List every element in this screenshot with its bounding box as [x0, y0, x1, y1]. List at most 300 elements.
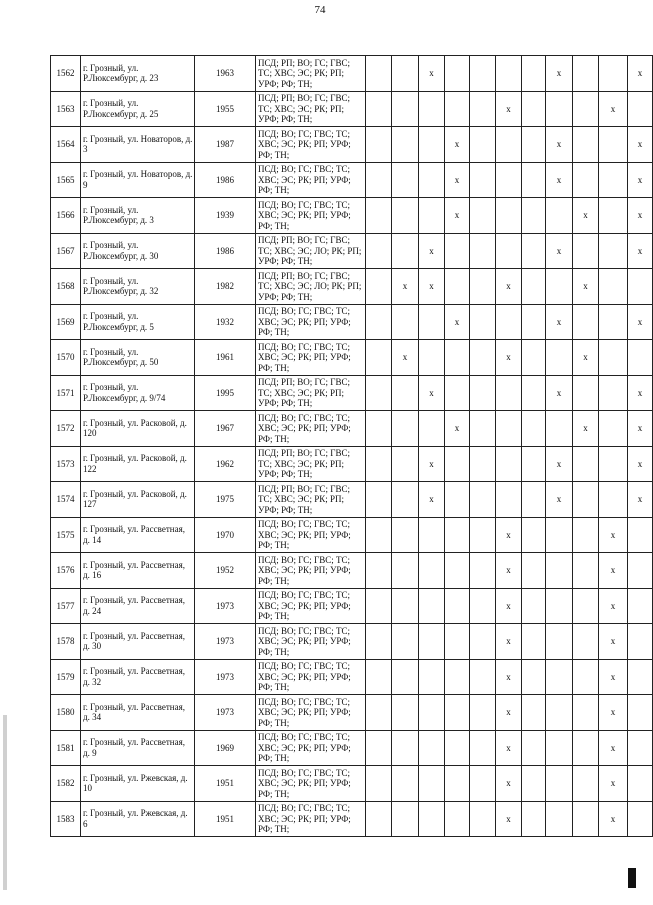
row-number-cell: 1580 [51, 695, 81, 731]
mark-cell [522, 659, 546, 695]
mark-cell: x [445, 198, 470, 234]
mark-cell [546, 269, 573, 305]
scan-edge-mark [3, 715, 7, 890]
mark-cell [366, 588, 392, 624]
mark-cell [392, 695, 419, 731]
mark-cell [599, 56, 628, 92]
mark-cell [470, 411, 496, 447]
works-list-cell: ПСД; ВО; ГС; ГВС; ТС; ХВС; ЭС; РК; РП; УРФ; РФ; ТН; [256, 198, 366, 234]
mark-cell: x [419, 482, 445, 518]
mark-cell [496, 198, 522, 234]
table-row [51, 411, 653, 447]
mark-cell: x [628, 411, 653, 447]
mark-cell [366, 553, 392, 589]
mark-cell [599, 233, 628, 269]
mark-cell [496, 56, 522, 92]
mark-cell [366, 269, 392, 305]
mark-cell: x [573, 198, 599, 234]
mark-cell [470, 766, 496, 802]
mark-cell [445, 766, 470, 802]
mark-cell: x [496, 340, 522, 376]
mark-cell [573, 127, 599, 163]
mark-cell [573, 588, 599, 624]
address-cell: г. Грозный, ул. Рассветная, д. 16 [81, 553, 195, 589]
mark-cell [366, 624, 392, 660]
row-number-cell: 1575 [51, 517, 81, 553]
mark-cell [522, 340, 546, 376]
mark-cell: x [496, 624, 522, 660]
mark-cell [392, 801, 419, 837]
mark-cell: x [628, 482, 653, 518]
mark-cell: x [628, 304, 653, 340]
address-cell: г. Грозный, ул. Р.Люксембург, д. 23 [81, 56, 195, 92]
table-row [51, 588, 653, 624]
mark-cell [470, 340, 496, 376]
address-cell: г. Грозный, ул. Рассветная, д. 30 [81, 624, 195, 660]
mark-cell: x [419, 233, 445, 269]
mark-cell: x [546, 233, 573, 269]
mark-cell [445, 730, 470, 766]
mark-cell [522, 269, 546, 305]
mark-cell [419, 588, 445, 624]
mark-cell: x [628, 233, 653, 269]
mark-cell [470, 659, 496, 695]
mark-cell [546, 198, 573, 234]
works-list-cell: ПСД; ВО; ГС; ГВС; ТС; ХВС; ЭС; РК; РП; УРФ; РФ; ТН; [256, 624, 366, 660]
table-row [51, 730, 653, 766]
mark-cell: x [546, 304, 573, 340]
mark-cell [392, 233, 419, 269]
mark-cell [628, 553, 653, 589]
mark-cell: x [496, 695, 522, 731]
year-cell: 1967 [195, 411, 256, 447]
mark-cell [599, 198, 628, 234]
mark-cell [366, 695, 392, 731]
mark-cell [392, 375, 419, 411]
mark-cell [366, 198, 392, 234]
year-cell: 1973 [195, 659, 256, 695]
table-row [51, 269, 653, 305]
mark-cell [546, 766, 573, 802]
row-number-cell: 1582 [51, 766, 81, 802]
mark-cell [573, 446, 599, 482]
mark-cell [470, 482, 496, 518]
mark-cell: x [599, 730, 628, 766]
mark-cell [445, 269, 470, 305]
mark-cell [470, 233, 496, 269]
row-number-cell: 1562 [51, 56, 81, 92]
mark-cell [470, 198, 496, 234]
mark-cell [392, 517, 419, 553]
mark-cell [573, 91, 599, 127]
works-list-cell: ПСД; ВО; ГС; ГВС; ТС; ХВС; ЭС; РК; РП; УРФ; РФ; ТН; [256, 695, 366, 731]
mark-cell: x [546, 482, 573, 518]
mark-cell [392, 730, 419, 766]
mark-cell [366, 766, 392, 802]
mark-cell [392, 162, 419, 198]
mark-cell [419, 411, 445, 447]
year-cell: 1932 [195, 304, 256, 340]
mark-cell [628, 659, 653, 695]
mark-cell [628, 624, 653, 660]
address-cell: г. Грозный, ул. Рассветная, д. 14 [81, 517, 195, 553]
mark-cell [445, 553, 470, 589]
mark-cell [522, 91, 546, 127]
works-list-cell: ПСД; ВО; ГС; ГВС; ТС; ХВС; ЭС; РК; РП; УРФ; РФ; ТН; [256, 304, 366, 340]
table-row [51, 91, 653, 127]
mark-cell [419, 517, 445, 553]
mark-cell [419, 304, 445, 340]
address-cell: г. Грозный, ул. Р.Люксембург, д. 25 [81, 91, 195, 127]
mark-cell: x [546, 375, 573, 411]
address-cell: г. Грозный, ул. Р.Люксембург, д. 50 [81, 340, 195, 376]
mark-cell [546, 659, 573, 695]
mark-cell [419, 127, 445, 163]
mark-cell: x [599, 517, 628, 553]
mark-cell: x [445, 162, 470, 198]
scan-corner-mark [628, 868, 636, 888]
table-row [51, 233, 653, 269]
row-number-cell: 1573 [51, 446, 81, 482]
mark-cell [522, 482, 546, 518]
mark-cell [546, 340, 573, 376]
address-cell: г. Грозный, ул. Рассветная, д. 32 [81, 659, 195, 695]
works-list-cell: ПСД; ВО; ГС; ГВС; ТС; ХВС; ЭС; РК; РП; УРФ; РФ; ТН; [256, 588, 366, 624]
address-cell: г. Грозный, ул. Р.Люксембург, д. 3 [81, 198, 195, 234]
mark-cell: x [599, 766, 628, 802]
mark-cell [546, 624, 573, 660]
row-number-cell: 1574 [51, 482, 81, 518]
mark-cell [419, 91, 445, 127]
mark-cell [599, 304, 628, 340]
mark-cell [470, 517, 496, 553]
year-cell: 1973 [195, 695, 256, 731]
mark-cell: x [599, 624, 628, 660]
mark-cell [392, 482, 419, 518]
works-list-cell: ПСД; ВО; ГС; ГВС; ТС; ХВС; ЭС; РК; РП; УРФ; РФ; ТН; [256, 766, 366, 802]
mark-cell [392, 411, 419, 447]
address-cell: г. Грозный, ул. Рассветная, д. 24 [81, 588, 195, 624]
mark-cell: x [419, 269, 445, 305]
mark-cell [628, 695, 653, 731]
works-list-cell: ПСД; РП; ВО; ГС; ГВС; ТС; ХВС; ЭС; РК; РП; УРФ; РФ; ТН; [256, 91, 366, 127]
address-cell: г. Грозный, ул. Рассветная, д. 34 [81, 695, 195, 731]
mark-cell: x [599, 553, 628, 589]
mark-cell [419, 766, 445, 802]
mark-cell [573, 233, 599, 269]
mark-cell [445, 801, 470, 837]
mark-cell [522, 801, 546, 837]
mark-cell [628, 730, 653, 766]
works-list-cell: ПСД; ВО; ГС; ГВС; ТС; ХВС; ЭС; РК; РП; УРФ; РФ; ТН; [256, 801, 366, 837]
mark-cell [470, 162, 496, 198]
mark-cell [573, 56, 599, 92]
mark-cell: x [546, 162, 573, 198]
mark-cell [445, 659, 470, 695]
row-number-cell: 1579 [51, 659, 81, 695]
mark-cell [392, 624, 419, 660]
mark-cell [392, 446, 419, 482]
table-row [51, 162, 653, 198]
mark-cell [445, 695, 470, 731]
mark-cell [546, 801, 573, 837]
mark-cell [573, 801, 599, 837]
mark-cell: x [573, 411, 599, 447]
mark-cell [419, 730, 445, 766]
mark-cell [522, 56, 546, 92]
table-body [51, 56, 653, 837]
mark-cell: x [496, 517, 522, 553]
mark-cell [628, 766, 653, 802]
mark-cell [628, 517, 653, 553]
mark-cell [470, 56, 496, 92]
mark-cell [546, 411, 573, 447]
year-cell: 1982 [195, 269, 256, 305]
mark-cell [628, 588, 653, 624]
table-row [51, 553, 653, 589]
table-row [51, 659, 653, 695]
mark-cell: x [419, 446, 445, 482]
mark-cell: x [546, 127, 573, 163]
table-row [51, 375, 653, 411]
mark-cell [366, 127, 392, 163]
mark-cell [392, 588, 419, 624]
mark-cell [573, 766, 599, 802]
table-row [51, 304, 653, 340]
table-row [51, 482, 653, 518]
mark-cell [628, 340, 653, 376]
year-cell: 1986 [195, 233, 256, 269]
mark-cell: x [392, 269, 419, 305]
mark-cell: x [628, 446, 653, 482]
table-row [51, 801, 653, 837]
mark-cell [496, 411, 522, 447]
mark-cell: x [599, 91, 628, 127]
mark-cell: x [496, 588, 522, 624]
year-cell: 1970 [195, 517, 256, 553]
mark-cell [470, 695, 496, 731]
row-number-cell: 1581 [51, 730, 81, 766]
mark-cell [392, 56, 419, 92]
address-cell: г. Грозный, ул. Расковой, д. 127 [81, 482, 195, 518]
year-cell: 1973 [195, 588, 256, 624]
works-list-cell: ПСД; РП; ВО; ГС; ГВС; ТС; ХВС; ЭС; ЛО; РК; РП; УРФ; РФ; ТН; [256, 269, 366, 305]
mark-cell [366, 304, 392, 340]
mark-cell [445, 588, 470, 624]
mark-cell: x [546, 446, 573, 482]
year-cell: 1987 [195, 127, 256, 163]
mark-cell [470, 553, 496, 589]
mark-cell [522, 162, 546, 198]
works-list-cell: ПСД; ВО; ГС; ГВС; ТС; ХВС; ЭС; РК; РП; УРФ; РФ; ТН; [256, 127, 366, 163]
works-list-cell: ПСД; РП; ВО; ГС; ГВС; ТС; ХВС; ЭС; РК; РП; УРФ; РФ; ТН; [256, 56, 366, 92]
mark-cell: x [445, 304, 470, 340]
table-row [51, 766, 653, 802]
mark-cell [496, 127, 522, 163]
mark-cell: x [496, 553, 522, 589]
row-number-cell: 1565 [51, 162, 81, 198]
mark-cell [573, 553, 599, 589]
mark-cell: x [599, 659, 628, 695]
mark-cell [522, 411, 546, 447]
mark-cell [573, 517, 599, 553]
year-cell: 1986 [195, 162, 256, 198]
mark-cell [445, 91, 470, 127]
mark-cell [366, 446, 392, 482]
mark-cell [366, 233, 392, 269]
mark-cell [392, 553, 419, 589]
row-number-cell: 1572 [51, 411, 81, 447]
mark-cell [366, 517, 392, 553]
address-cell: г. Грозный, ул. Р.Люксембург, д. 32 [81, 269, 195, 305]
mark-cell [470, 446, 496, 482]
mark-cell [470, 304, 496, 340]
works-list-cell: ПСД; ВО; ГС; ГВС; ТС; ХВС; ЭС; РК; РП; УРФ; РФ; ТН; [256, 411, 366, 447]
mark-cell [546, 91, 573, 127]
mark-cell: x [392, 340, 419, 376]
works-list-cell: ПСД; ВО; ГС; ГВС; ТС; ХВС; ЭС; РК; РП; УРФ; РФ; ТН; [256, 553, 366, 589]
year-cell: 1952 [195, 553, 256, 589]
mark-cell: x [599, 695, 628, 731]
year-cell: 1961 [195, 340, 256, 376]
mark-cell [366, 730, 392, 766]
mark-cell: x [496, 801, 522, 837]
mark-cell [599, 446, 628, 482]
mark-cell [522, 730, 546, 766]
year-cell: 1955 [195, 91, 256, 127]
mark-cell [628, 801, 653, 837]
year-cell: 1962 [195, 446, 256, 482]
mark-cell [445, 56, 470, 92]
mark-cell [419, 801, 445, 837]
mark-cell: x [628, 375, 653, 411]
row-number-cell: 1567 [51, 233, 81, 269]
mark-cell: x [573, 269, 599, 305]
mark-cell [392, 198, 419, 234]
address-cell: г. Грозный, ул. Р.Люксембург, д. 5 [81, 304, 195, 340]
mark-cell [599, 482, 628, 518]
mark-cell [445, 446, 470, 482]
mark-cell [522, 624, 546, 660]
mark-cell [470, 801, 496, 837]
mark-cell [419, 695, 445, 731]
mark-cell [573, 162, 599, 198]
address-cell: г. Грозный, ул. Ржевская, д. 6 [81, 801, 195, 837]
works-list-cell: ПСД; ВО; ГС; ГВС; ТС; ХВС; ЭС; РК; РП; УРФ; РФ; ТН; [256, 340, 366, 376]
mark-cell [522, 375, 546, 411]
mark-cell [496, 304, 522, 340]
mark-cell [522, 304, 546, 340]
row-number-cell: 1564 [51, 127, 81, 163]
mark-cell [599, 411, 628, 447]
mark-cell [522, 446, 546, 482]
mark-cell [366, 801, 392, 837]
mark-cell: x [445, 411, 470, 447]
mark-cell: x [496, 730, 522, 766]
mark-cell [366, 91, 392, 127]
table-row [51, 127, 653, 163]
mark-cell [392, 304, 419, 340]
housing-register-table [50, 55, 653, 837]
row-number-cell: 1563 [51, 91, 81, 127]
row-number-cell: 1576 [51, 553, 81, 589]
mark-cell: x [628, 198, 653, 234]
mark-cell [599, 269, 628, 305]
mark-cell: x [599, 588, 628, 624]
mark-cell [573, 482, 599, 518]
mark-cell [628, 91, 653, 127]
page-number: 74 [314, 4, 326, 16]
mark-cell [470, 730, 496, 766]
mark-cell [496, 162, 522, 198]
mark-cell [392, 766, 419, 802]
mark-cell [445, 233, 470, 269]
mark-cell [496, 446, 522, 482]
year-cell: 1951 [195, 766, 256, 802]
works-list-cell: ПСД; РП; ВО; ГС; ГВС; ТС; ХВС; ЭС; ЛО; РК; РП; УРФ; РФ; ТН; [256, 233, 366, 269]
mark-cell [496, 233, 522, 269]
row-number-cell: 1577 [51, 588, 81, 624]
row-number-cell: 1578 [51, 624, 81, 660]
mark-cell [546, 588, 573, 624]
mark-cell [419, 162, 445, 198]
mark-cell: x [628, 127, 653, 163]
mark-cell [419, 624, 445, 660]
address-cell: г. Грозный, ул. Расковой, д. 120 [81, 411, 195, 447]
mark-cell [599, 162, 628, 198]
mark-cell [470, 375, 496, 411]
mark-cell [573, 375, 599, 411]
mark-cell: x [546, 56, 573, 92]
mark-cell [392, 659, 419, 695]
table-row [51, 695, 653, 731]
year-cell: 1939 [195, 198, 256, 234]
mark-cell [599, 127, 628, 163]
mark-cell [546, 695, 573, 731]
mark-cell: x [628, 162, 653, 198]
mark-cell: x [628, 56, 653, 92]
mark-cell [546, 517, 573, 553]
mark-cell: x [496, 269, 522, 305]
row-number-cell: 1570 [51, 340, 81, 376]
mark-cell [522, 588, 546, 624]
mark-cell [546, 553, 573, 589]
mark-cell [419, 553, 445, 589]
table-row [51, 56, 653, 92]
mark-cell: x [599, 801, 628, 837]
table-row [51, 446, 653, 482]
mark-cell [366, 56, 392, 92]
mark-cell [366, 659, 392, 695]
mark-cell: x [419, 56, 445, 92]
mark-cell [496, 375, 522, 411]
works-list-cell: ПСД; РП; ВО; ГС; ГВС; ТС; ХВС; ЭС; РК; РП; УРФ; РФ; ТН; [256, 375, 366, 411]
works-list-cell: ПСД; РП; ВО; ГС; ГВС; ТС; ХВС; ЭС; РК; РП; УРФ; РФ; ТН; [256, 482, 366, 518]
mark-cell [573, 624, 599, 660]
row-number-cell: 1571 [51, 375, 81, 411]
mark-cell [445, 517, 470, 553]
mark-cell [470, 127, 496, 163]
address-cell: г. Грозный, ул. Новаторов, д. 3 [81, 127, 195, 163]
table-row [51, 624, 653, 660]
mark-cell [470, 588, 496, 624]
mark-cell [496, 482, 522, 518]
mark-cell [628, 269, 653, 305]
mark-cell [573, 304, 599, 340]
mark-cell [366, 162, 392, 198]
mark-cell [445, 340, 470, 376]
table-row [51, 198, 653, 234]
